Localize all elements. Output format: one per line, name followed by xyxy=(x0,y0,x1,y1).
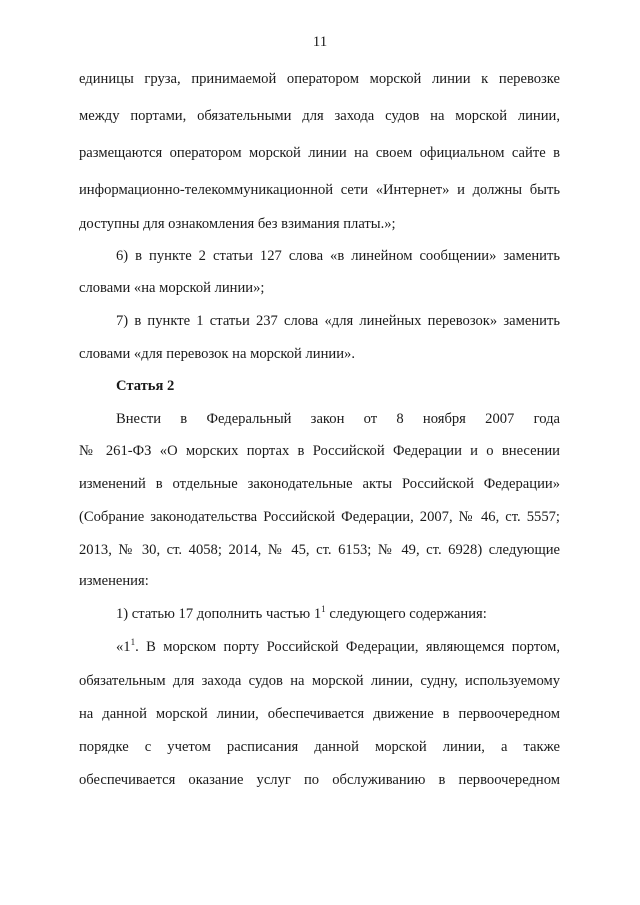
text-line: единицы груза, принимаемой оператором морской линии к перевозке xyxy=(79,71,560,87)
superscript: 1 xyxy=(130,637,136,648)
text-line: 7) в пункте 1 статьи 237 слова «для линейных перевозок» заменить xyxy=(116,313,560,329)
text-span: следующего содержания: xyxy=(325,606,487,622)
text-line: № 261-ФЗ «О морских портах в Российской Федерации и о внесении xyxy=(79,443,560,459)
article-heading: Статья 2 xyxy=(116,378,175,394)
text-span: . В морском порту Российской Федерации, являющемся портом, xyxy=(135,639,560,655)
page-number: 11 xyxy=(312,34,328,50)
text-span: 1) статью 17 дополнить частью 1 xyxy=(116,606,322,622)
text-line: размещаются оператором морской линии на своем официальном сайте в xyxy=(79,145,560,161)
text-line: между портами, обязательными для захода судов на морской линии, xyxy=(79,108,560,124)
text-line: словами «для перевозок на морской линии». xyxy=(79,346,355,362)
text-line: доступны для ознакомления без взимания платы.»; xyxy=(79,216,396,232)
superscript: 1 xyxy=(321,604,326,615)
text-line: Внести в Федеральный закон от 8 ноября 2007 года xyxy=(116,411,560,427)
text-line: обеспечивается оказание услуг по обслуживанию в первоочередном xyxy=(79,772,560,788)
text-line: 6) в пункте 2 статьи 127 слова «в линейном сообщении» заменить xyxy=(116,248,560,264)
text-line: на данной морской линии, обеспечивается движение в первоочередном xyxy=(79,706,560,722)
text-span: «1 xyxy=(116,639,131,655)
text-line: 2013, № 30, ст. 4058; 2014, № 45, ст. 6153; № 49, ст. 6928) следующие xyxy=(79,542,560,558)
paragraph-item-1 xyxy=(116,604,560,624)
text-line: (Собрание законодательства Российской Федерации, 2007, № 46, ст. 5557; xyxy=(79,509,560,525)
text-line xyxy=(116,637,560,657)
text-line: обязательным для захода судов на морской линии, судну, используемому xyxy=(79,673,560,689)
text-line: порядке с учетом расписания данной морской линии, а также xyxy=(79,739,560,755)
text-line: изменения: xyxy=(79,573,149,589)
text-line: словами «на морской линии»; xyxy=(79,280,265,296)
text-line: информационно-телекоммуникационной сети «Интернет» и должны быть xyxy=(79,182,560,198)
text-line: изменений в отдельные законодательные акты Российской Федерации» xyxy=(79,476,560,492)
